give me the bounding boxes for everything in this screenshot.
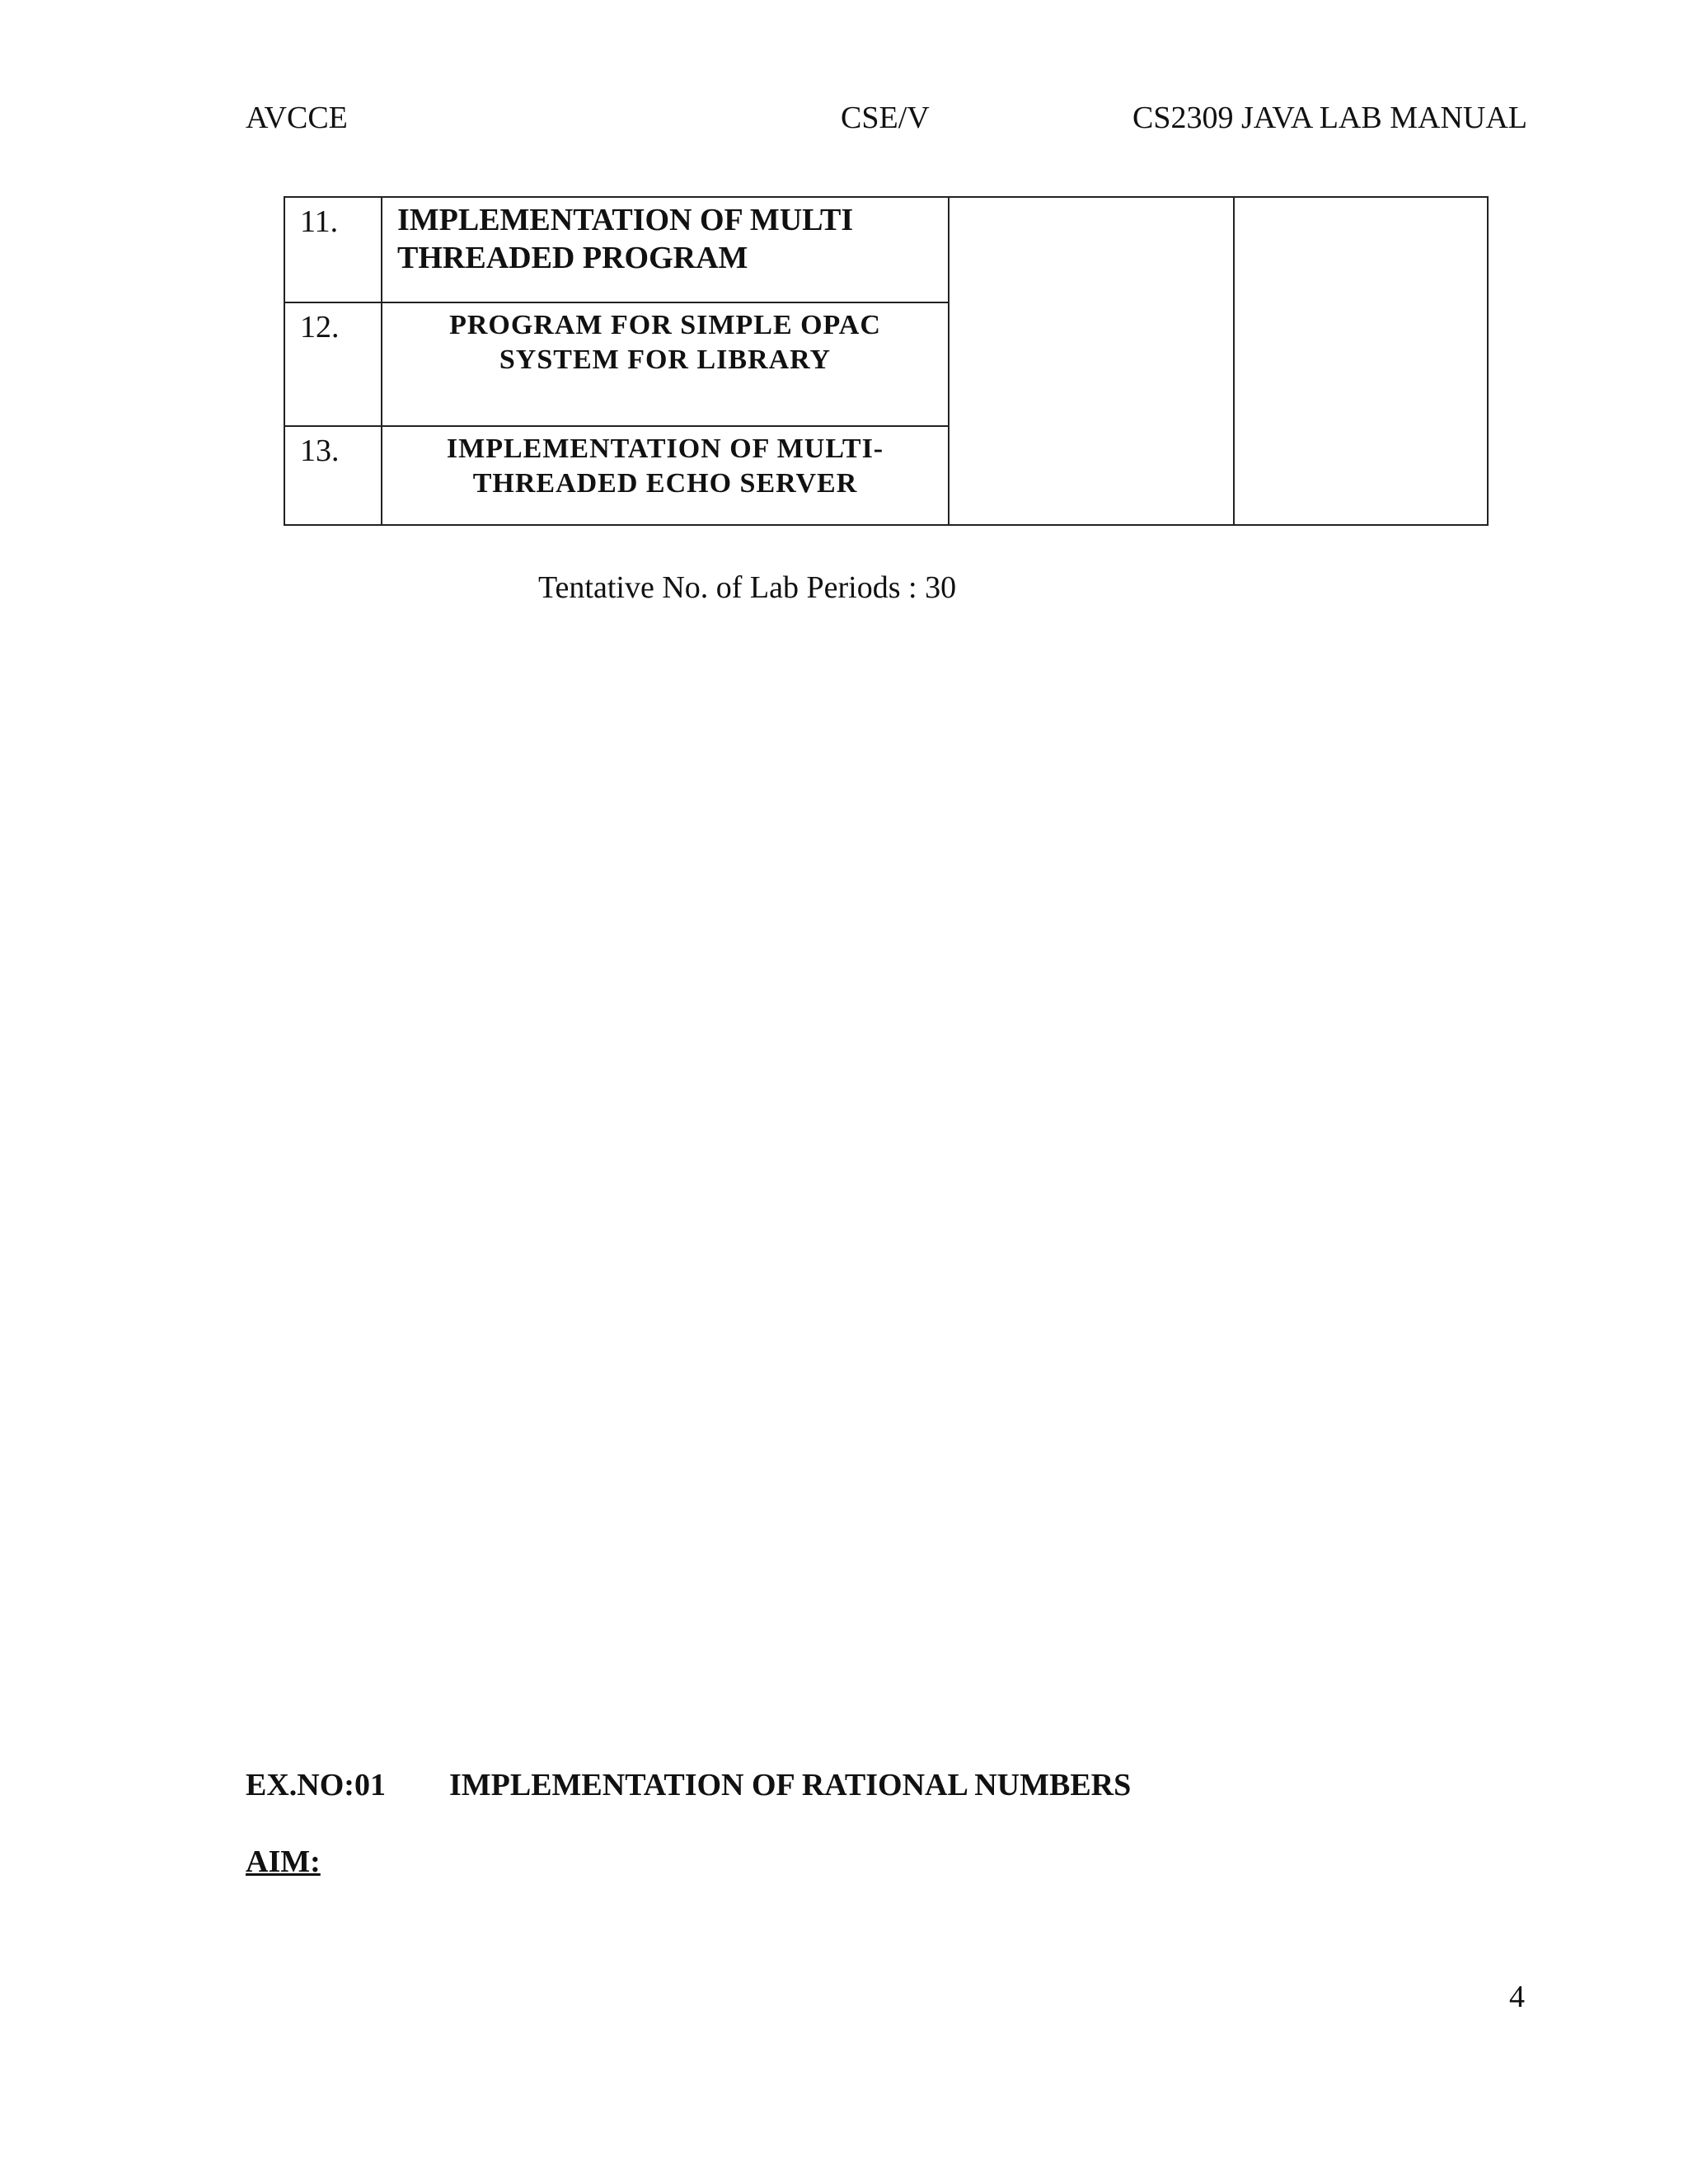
- header-department: CSE/V: [841, 101, 930, 135]
- aim-heading: AIM:: [246, 1844, 321, 1879]
- header-institution: AVCCE: [246, 101, 348, 135]
- exercise-title: IMPLEMENTATION OF RATIONAL NUMBERS: [449, 1768, 1132, 1802]
- table-row: [284, 197, 1488, 302]
- page-number: 4: [1509, 1980, 1525, 2014]
- experiment-title-line: PROGRAM FOR SIMPLE OPAC: [449, 310, 881, 340]
- experiment-title-line: IMPLEMENTATION OF MULTI-: [446, 434, 884, 464]
- experiment-title-line: THREADED PROGRAM: [397, 241, 748, 275]
- experiment-number: 11.: [284, 197, 382, 302]
- lab-periods-note: Tentative No. of Lab Periods : 30: [538, 570, 957, 605]
- experiment-number: 12.: [284, 302, 382, 426]
- experiment-list-table: [284, 196, 1489, 526]
- experiment-title-line: SYSTEM FOR LIBRARY: [499, 344, 832, 375]
- experiment-title: [382, 426, 949, 525]
- exercise-number: EX.NO:01: [246, 1768, 386, 1802]
- experiment-title-line: THREADED ECHO SERVER: [472, 468, 858, 499]
- experiment-title: [382, 197, 949, 302]
- header-manual-title: CS2309 JAVA LAB MANUAL: [1132, 101, 1527, 135]
- experiment-number: 13.: [284, 426, 382, 525]
- blank-column-cell: [1234, 197, 1488, 525]
- experiment-title: [382, 302, 949, 426]
- blank-column-cell: [949, 197, 1234, 525]
- experiment-title-line: IMPLEMENTATION OF MULTI: [397, 203, 854, 237]
